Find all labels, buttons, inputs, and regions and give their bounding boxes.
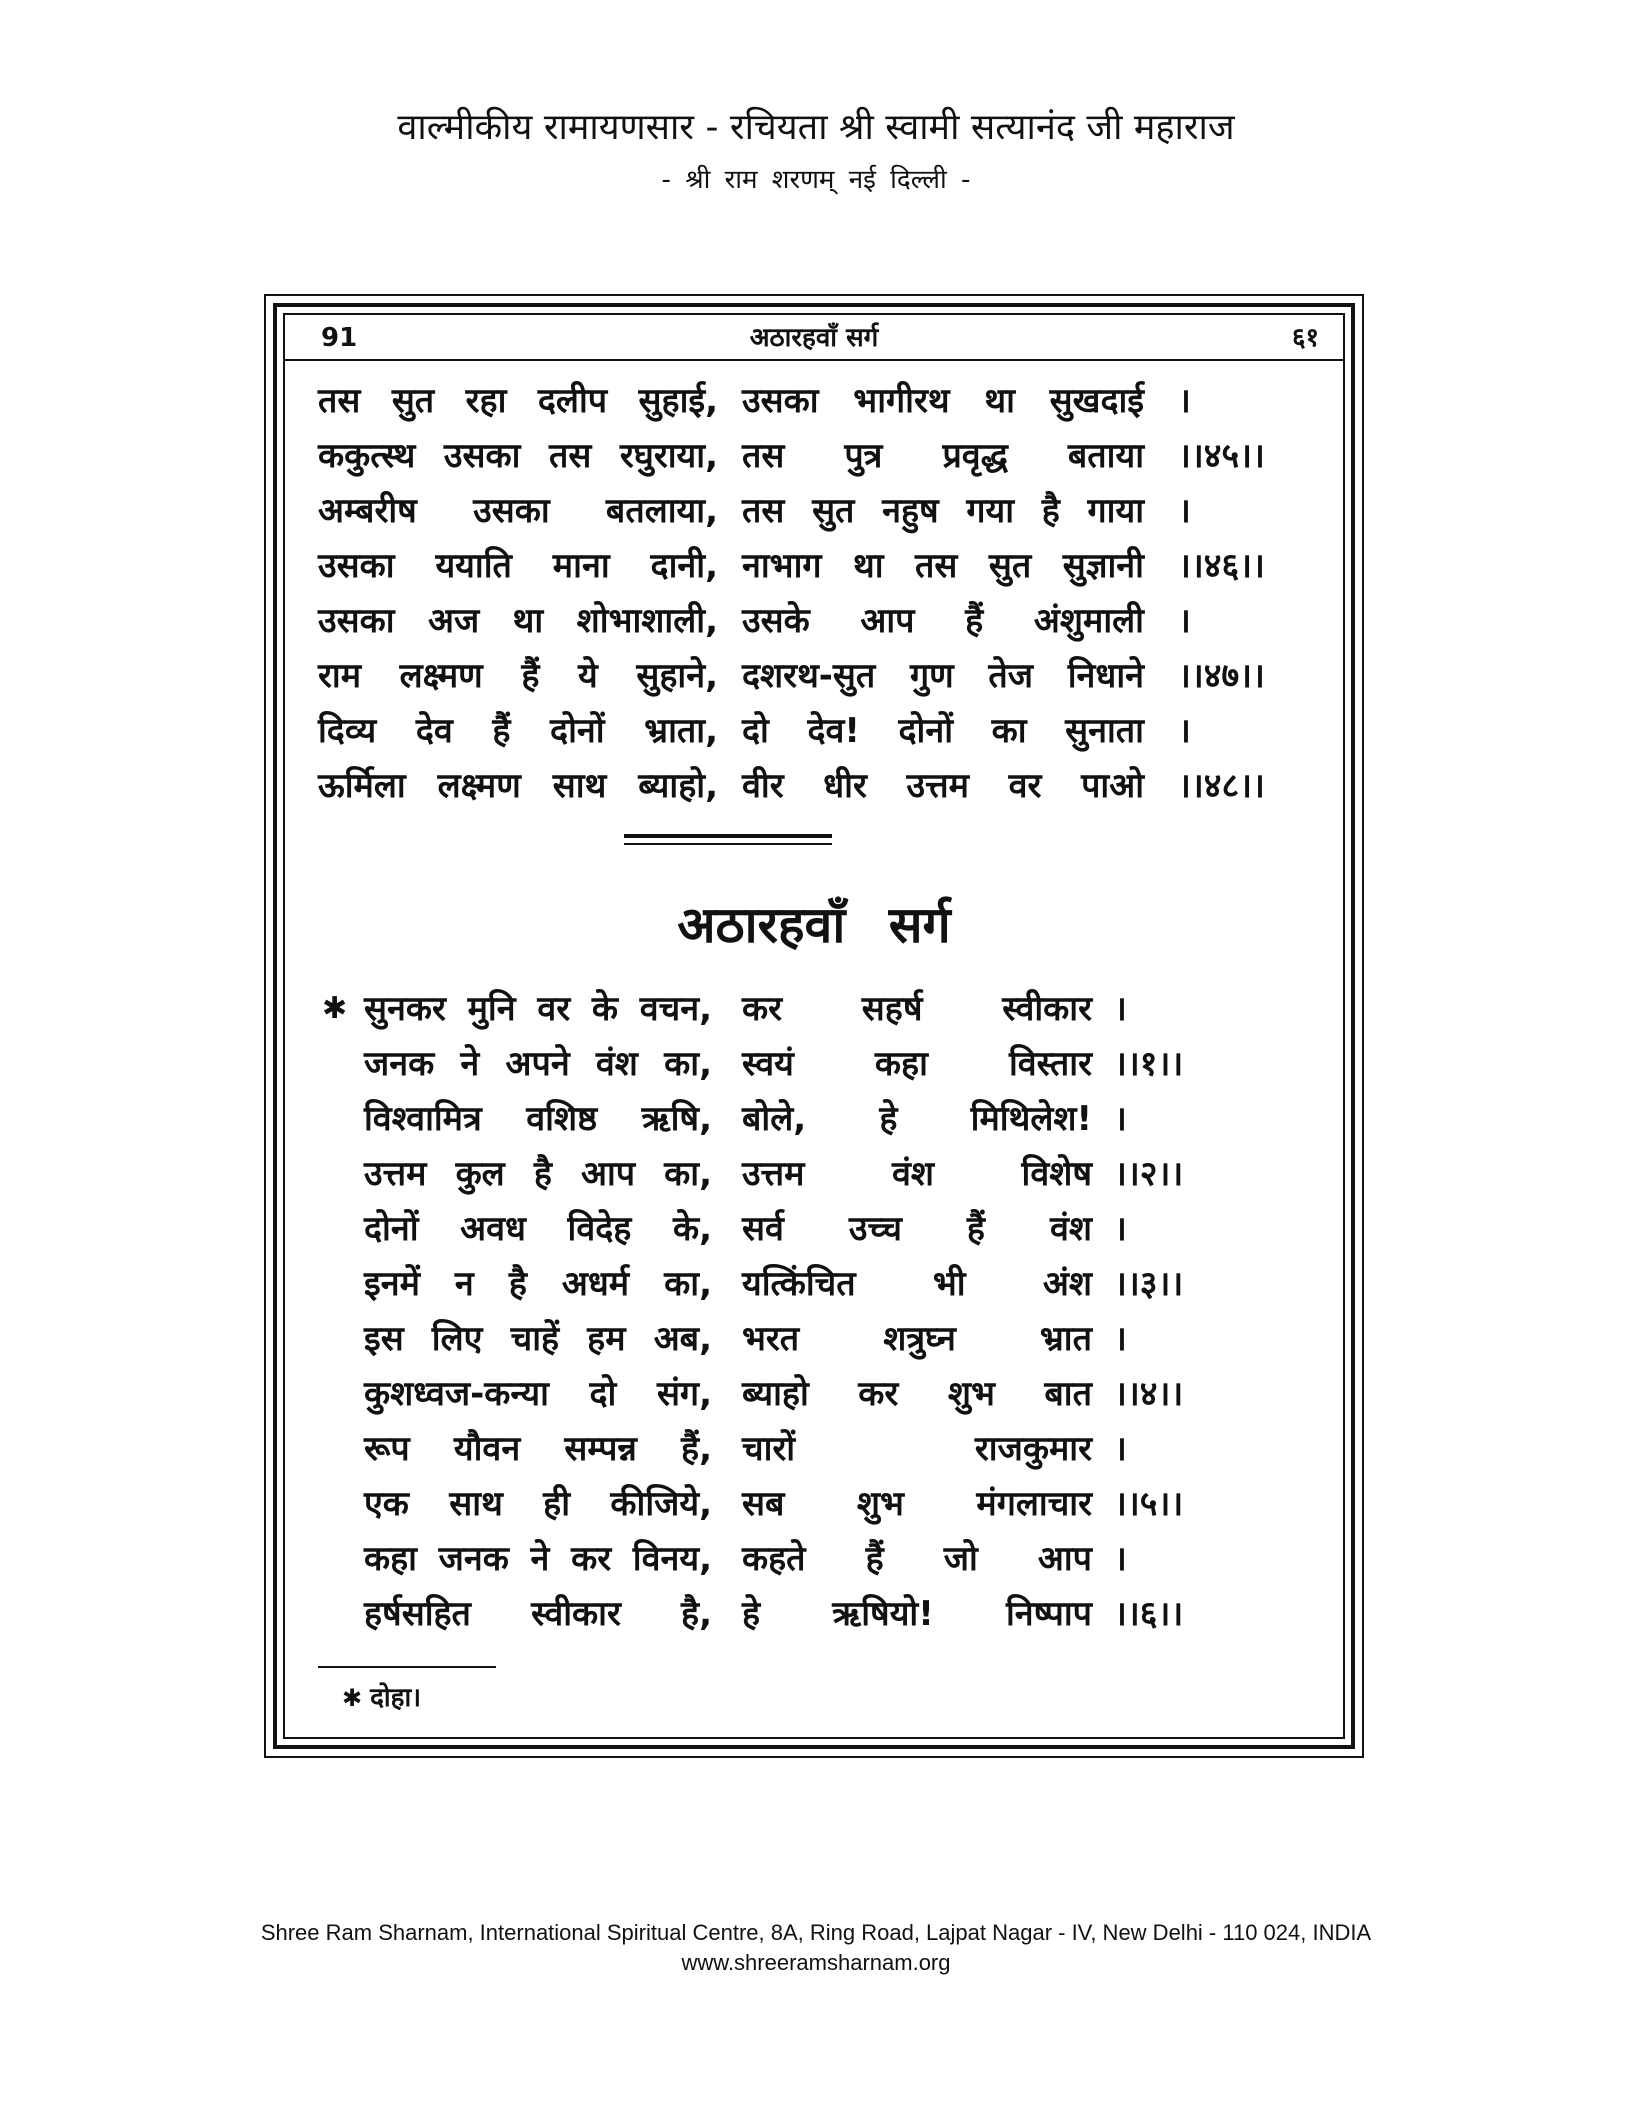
verse-number: । <box>1178 601 1191 641</box>
verse-number: । <box>1114 1319 1127 1359</box>
verse-second-half: हे ऋषियो! निष्पाप <box>742 1594 1092 1634</box>
verse-number: ।।३।। <box>1114 1264 1184 1304</box>
verse-second-half: कहते हैं जो आप <box>742 1539 1092 1579</box>
verse-second-half: उसके आप हैं अंशुमाली <box>742 601 1144 641</box>
footer-address: Shree Ram Sharnam, International Spiritual Centre, 8A, Ring Road, Lajpat Nagar - IV, New Delhi - 110 024, INDIA <box>260 1920 1372 1945</box>
verse-second-half: दशरथ-सुत गुण तेज निधाने <box>742 656 1144 696</box>
verse-number: ।।२।। <box>1114 1154 1184 1194</box>
verse-second-half: यत्किंचित भी अंश <box>742 1264 1092 1304</box>
verse-second-half: कर सहर्ष स्वीकार <box>742 989 1092 1029</box>
verse-second-half: तस सुत नहुष गया है गाया <box>742 491 1144 531</box>
verse-number: । <box>1114 1429 1127 1469</box>
verse-first-half: कुशध्वज-कन्या दो संग, <box>364 1374 712 1414</box>
verse-first-half: तस सुत रहा दलीप सुहाई, <box>318 381 718 421</box>
doha-marker-icon: ✱ <box>322 991 348 1026</box>
footnote <box>342 1680 421 1716</box>
verse-first-half: ऊर्मिला लक्ष्मण साथ ब्याहो, <box>318 766 718 806</box>
verse-number: । <box>1178 711 1191 751</box>
verse-second-half: ब्याहो कर शुभ बात <box>742 1374 1092 1414</box>
verse-number: ।।५।। <box>1114 1484 1184 1524</box>
verse-second-half: भरत शत्रुघ्न भ्रात <box>742 1319 1092 1359</box>
running-head-rule <box>285 359 1343 361</box>
verse-first-half: कहा जनक ने कर विनय, <box>364 1539 712 1579</box>
verse-second-half: उसका भागीरथ था सुखदाई <box>742 381 1144 421</box>
verse-second-half: दो देव! दोनों का सुनाता <box>742 711 1144 751</box>
verse-number: ।।६।। <box>1114 1594 1184 1634</box>
verse-first-half: रूप यौवन सम्पन्न हैं, <box>364 1429 712 1469</box>
doha-marker-icon: ✱ <box>342 1684 363 1712</box>
verse-number: ।।४।। <box>1114 1374 1184 1414</box>
verse-first-half: इस लिए चाहें हम अब, <box>364 1319 712 1359</box>
verse-number: ।।४८।। <box>1178 766 1265 806</box>
verse-number: । <box>1178 491 1191 531</box>
verse-number: । <box>1114 1099 1127 1139</box>
running-head <box>285 318 1343 358</box>
book-title: वाल्मीकीय रामायणसार - रचियता श्री स्वामी सत्यानंद जी महाराज <box>397 107 1235 148</box>
verse-second-half: नाभाग था तस सुत सुज्ञानी <box>742 546 1144 586</box>
verse-first-half: उसका ययाति माना दानी, <box>318 546 718 586</box>
verse-number: । <box>1114 989 1127 1029</box>
verse-second-half: सब शुभ मंगलाचार <box>742 1484 1092 1524</box>
chapter-title: अठारहवाँ सर्ग <box>677 896 951 954</box>
verse-first-half: दोनों अवध विदेह के, <box>364 1209 712 1249</box>
verse-number: । <box>1114 1539 1127 1579</box>
devanagari-page-number: ६१ <box>1291 323 1319 353</box>
section-divider-thin <box>624 843 832 845</box>
verse-number: । <box>1178 381 1191 421</box>
verse-number: ।।१।। <box>1114 1044 1184 1084</box>
verse-second-half: उत्तम वंश विशेष <box>742 1154 1092 1194</box>
verse-first-half: अम्बरीष उसका बतलाया, <box>318 491 718 531</box>
verse-first-half: सुनकर मुनि वर के वचन, <box>364 989 712 1029</box>
verse-first-half: उसका अज था शोभाशाली, <box>318 601 718 641</box>
footnote-rule <box>318 1666 496 1668</box>
verse-second-half: चारों राजकुमार <box>742 1429 1092 1469</box>
verse-first-half: एक साथ ही कीजिये, <box>364 1484 712 1524</box>
verse-second-half: बोले, हे मिथिलेश! <box>742 1099 1092 1139</box>
verse-second-half: स्वयं कहा विस्तार <box>742 1044 1092 1084</box>
verse-second-half: तस पुत्र प्रवृद्ध बताया <box>742 436 1144 476</box>
verse-first-half: विश्वामित्र वशिष्ठ ऋषि, <box>364 1099 712 1139</box>
verse-second-half: सर्व उच्च हैं वंश <box>742 1209 1092 1249</box>
section-divider-thick <box>624 834 832 838</box>
footnote-text: दोहा। <box>370 1683 422 1713</box>
verse-first-half: राम लक्ष्मण हैं ये सुहाने, <box>318 656 718 696</box>
publisher-line: - श्री राम शरणम् नई दिल्ली - <box>661 165 971 195</box>
verse-number: ।।४५।। <box>1178 436 1265 476</box>
page-number: 91 <box>321 323 358 353</box>
verse-second-half: वीर धीर उत्तम वर पाओ <box>742 766 1144 806</box>
verse-first-half: दिव्य देव हैं दोनों भ्राता, <box>318 711 718 751</box>
verse-first-half: उत्तम कुल है आप का, <box>364 1154 712 1194</box>
footer-website-link[interactable]: www.shreeramsharnam.org <box>681 1950 951 1975</box>
verse-first-half: जनक ने अपने वंश का, <box>364 1044 712 1084</box>
verse-first-half: हर्षसहित स्वीकार है, <box>364 1594 712 1634</box>
verse-number: । <box>1114 1209 1127 1249</box>
running-head-chapter: अठारहवाँ सर्ग <box>749 323 879 353</box>
verse-number: ।।४६।। <box>1178 546 1265 586</box>
verse-number: ।।४७।। <box>1178 656 1265 696</box>
verse-first-half: इनमें न है अधर्म का, <box>364 1264 712 1304</box>
verse-first-half: ककुत्स्थ उसका तस रघुराया, <box>318 436 718 476</box>
